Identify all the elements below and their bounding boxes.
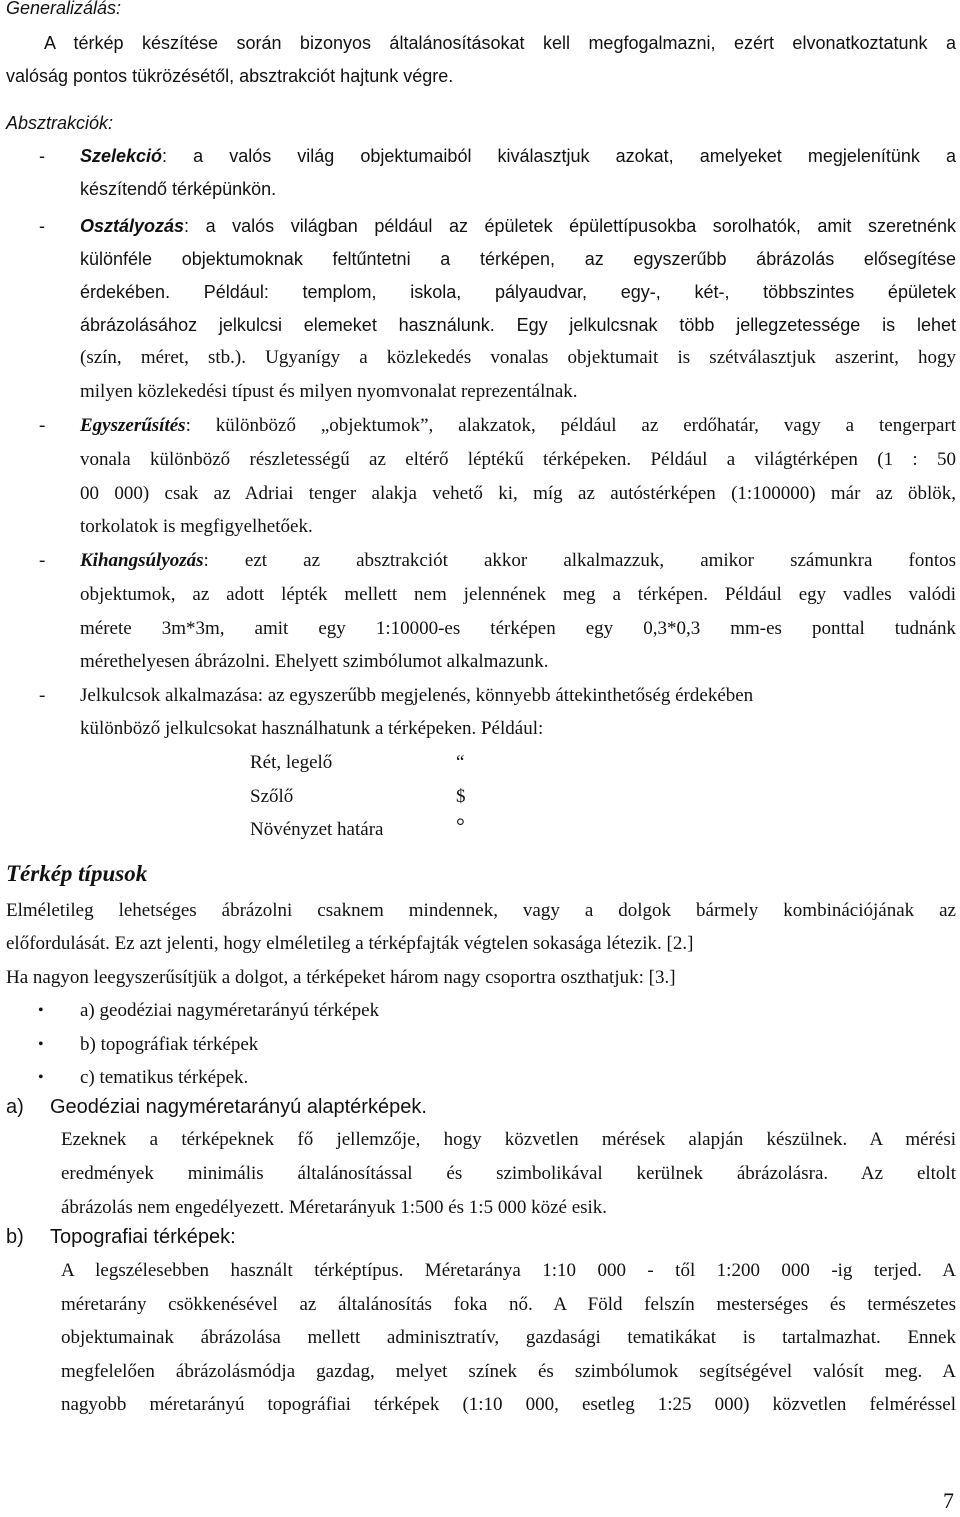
emphasis-line-3: mérete 3m*3m, amit egy 1:10000-es térképen egy 0,3*0,3 mm-es ponttal tudnánk	[80, 618, 956, 639]
emphasis-line-1: Kihangsúlyozás: ezt az absztrakciót akkor alkalmazzuk, amikor számunkra fontos	[80, 550, 956, 571]
classification-line-2: különféle objektumoknak feltűntetni a térképen, az egyszerűbb ábrázolás elősegítése	[80, 249, 956, 269]
italic-term: Egyszerűsítés	[80, 415, 186, 436]
legend-symbol-vegetation-border: °	[456, 813, 465, 838]
section-b-title: Topografiai térképek:	[50, 1226, 236, 1248]
page-number: 7	[943, 1488, 954, 1513]
generalization-heading: Generalizálás:	[6, 0, 122, 18]
legend-symbol-meadow: “	[456, 752, 465, 773]
section-b-line-4: megfelelően ábrázolásmódja gazdag, melyet színek és szimbólumok segítségével valósít meg. A	[61, 1361, 956, 1382]
abstractions-heading: Absztrakciók:	[6, 113, 114, 133]
legend-symbol-vineyard: $	[456, 786, 466, 807]
section-a-marker: a)	[6, 1096, 24, 1118]
selection-line-2: készítendő térképünkön.	[80, 179, 277, 199]
section-b-marker: b)	[6, 1226, 24, 1248]
legend-usage-line-2: különböző jelkulcsokat használhatunk a térképeken. Például:	[80, 718, 544, 739]
map-types-heading: Térkép típusok	[6, 861, 148, 886]
dash-marker: -	[39, 146, 45, 166]
generalization-line-2: valóság pontos tükrözésétől, absztrakciót hajtunk végre.	[6, 66, 454, 86]
section-b-line-2: méretarány csökkenésével az általánosítás foka nő. A Föld felszín mesterséges és természetes	[61, 1294, 956, 1315]
bullet-marker: •	[38, 1069, 44, 1086]
dash-marker: -	[39, 685, 46, 706]
section-b-line-3: objektumainak ábrázolása mellett adminisztratív, gazdasági tematikákat is tartalmazhat. Ennek	[61, 1327, 956, 1348]
emphasis-line-4: mérethelyesen ábrázolni. Ehelyett szimbólumot alkalmazunk.	[80, 651, 549, 672]
simplification-line-1: Egyszerűsítés: különböző „objektumok”, alakzatok, például az erdőhatár, vagy a tengerpart	[80, 415, 956, 436]
section-a-line-1: Ezeknek a térképeknek fő jellemzője, hogy közvetlen mérések alapján készülnek. A mérési	[61, 1129, 956, 1150]
simplification-line-4: torkolatok is megfigyelhetőek.	[80, 516, 313, 537]
classification-line-5: (szín, méret, stb.). Ugyanígy a közlekedés vonalas objektumait is szétválasztjuk aszerint, hogy	[80, 347, 956, 368]
map-types-para2: Ha nagyon leegyszerűsítjük a dolgot, a térképeket három nagy csoportra oszthatjuk: [3.]	[6, 967, 676, 988]
section-a-title: Geodéziai nagyméretarányú alaptérképek.	[50, 1096, 427, 1118]
map-types-para1-line-1: Elméletileg lehetséges ábrázolni csaknem mindennek, vagy a dolgok bármely kombinációjának az	[6, 900, 956, 921]
simplification-line-2: vonala különböző részletességű az eltérő léptékű térképeken. Például a világtérképen (1 : 50	[80, 449, 956, 470]
legend-label-meadow: Rét, legelő	[250, 752, 333, 773]
dash-marker: -	[39, 216, 45, 236]
map-type-item-3: c) tematikus térképek.	[80, 1067, 249, 1088]
bullet-marker: •	[38, 1002, 44, 1019]
generalization-line-1: A térkép készítése során bizonyos általánosításokat kell megfogalmazni, ezért elvonatkoztatunk a	[44, 33, 956, 53]
section-b-line-1: A legszélesebben használt térképtípus. Méretaránya 1:10 000 - től 1:200 000 -ig terjed. A	[61, 1260, 956, 1281]
section-a-line-2: eredmények minimális általánosítással és szimbolikával kerülnek ábrázolásra. Az eltolt	[61, 1163, 956, 1184]
section-a-line-3: ábrázolás nem engedélyezett. Méretarányuk 1:500 és 1:5 000 közé esik.	[61, 1197, 608, 1218]
italic-term: Osztályozás	[80, 216, 185, 236]
dash-marker: -	[39, 550, 46, 571]
classification-line-4: ábrázolásához jelkulcsi elemeket használunk. Egy jelkulcsnak több jellegzetessége is lehet	[80, 315, 956, 335]
italic-term: Szelekció	[80, 146, 163, 166]
simplification-line-3: 00 000) csak az Adriai tenger alakja vehető ki, míg az autóstérképen (1:100000) már az öblök,	[80, 483, 956, 504]
map-type-item-1: a) geodéziai nagyméretarányú térképek	[80, 1000, 380, 1021]
bullet-marker: •	[38, 1036, 44, 1053]
section-b-line-5: nagyobb méretarányú topográfiai térképek (1:10 000, esetleg 1:25 000) közvetlen felméréssel	[61, 1394, 956, 1415]
legend-label-vegetation-border: Növényzet határa	[250, 819, 384, 840]
map-type-item-2: b) topográfiak térképek	[80, 1034, 259, 1055]
legend-label-vineyard: Szőlő	[250, 786, 294, 807]
classification-line-1: Osztályozás: a valós világban például az épületek épülettípusokba sorolhatók, amit szeretnénk	[80, 216, 956, 236]
italic-term: Kihangsúlyozás	[80, 550, 204, 571]
map-types-para1-line-2: előfordulását. Ez azt jelenti, hogy elméletileg a térképfajták végtelen sokasága létezik. [2.]	[6, 933, 694, 954]
legend-usage-line-1: Jelkulcsok alkalmazása: az egyszerűbb megjelenés, könnyebb áttekinthetőség érdekében	[80, 685, 754, 706]
classification-line-6: milyen közlekedési típust és milyen nyomvonalat reprezentálnak.	[80, 381, 578, 402]
selection-line-1: Szelekció: a valós világ objektumaiból kiválasztjuk azokat, amelyeket megjelenítünk a	[80, 146, 956, 166]
emphasis-line-2: objektumok, az adott lépték mellett nem jelennének meg a térképen. Például egy vadles valódi	[80, 584, 956, 605]
dash-marker: -	[39, 415, 46, 436]
classification-line-3: érdekében. Például: templom, iskola, pályaudvar, egy-, két-, többszintes épületek	[80, 282, 956, 302]
